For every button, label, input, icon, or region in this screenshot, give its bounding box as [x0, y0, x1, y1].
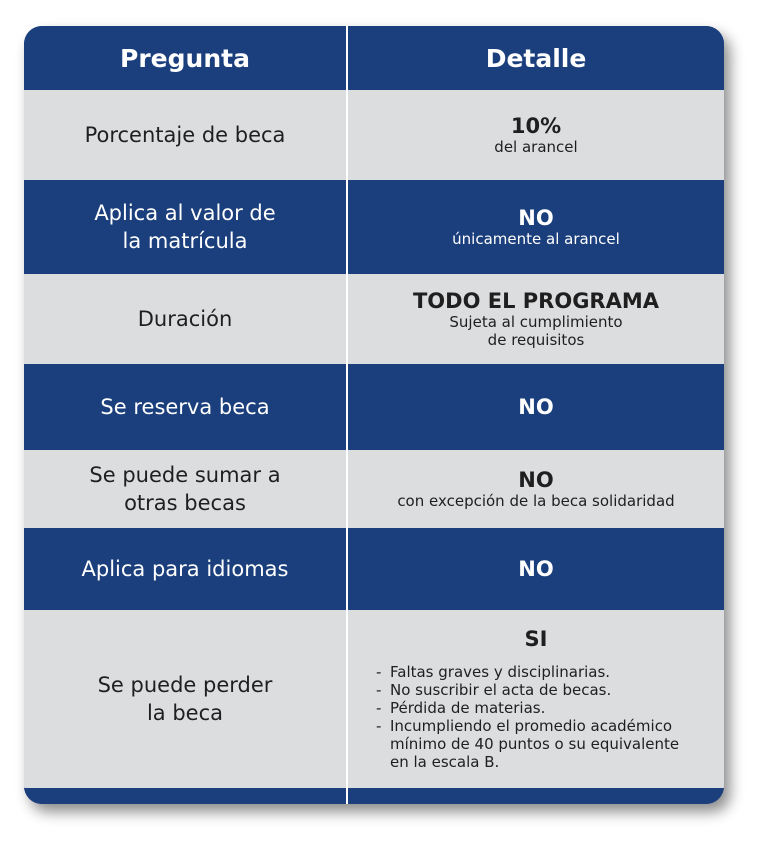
column-divider: [346, 26, 348, 804]
answer-main: NO: [518, 468, 554, 492]
question-label: Duración: [137, 307, 233, 331]
answer-sub: con excepción de la beca solidaridad: [397, 492, 675, 510]
list-item: - Pérdida de materias.: [376, 699, 696, 717]
answer-sub: del arancel: [494, 138, 578, 156]
table-row-matricula: [24, 180, 724, 274]
table-row-reserva: [24, 364, 724, 450]
answer-main: SI: [524, 627, 548, 651]
question-label: Se reserva beca: [100, 395, 270, 419]
table-header: [24, 26, 724, 90]
answer-sub: únicamente al arancel: [452, 230, 620, 248]
table-row-idiomas: [24, 528, 724, 610]
answer-main: TODO EL PROGRAMA: [412, 289, 660, 313]
answer-main: NO: [518, 395, 554, 419]
answer-main: 10%: [510, 114, 562, 138]
table-row-porcentaje: [24, 90, 724, 180]
conditions-list: [376, 663, 696, 771]
table-footer: [24, 788, 724, 804]
table-row-sumar: [24, 450, 724, 528]
question-label: Porcentaje de beca: [84, 123, 286, 147]
list-item: - Faltas graves y disciplinarias.: [376, 663, 696, 681]
table-row-duracion: [24, 274, 724, 364]
question-label: Aplica para idiomas: [81, 557, 289, 581]
scholarship-table: [24, 26, 724, 804]
table-row-perder: [24, 610, 724, 788]
header-pregunta: Pregunta: [120, 43, 250, 73]
question-label: Se puede sumar a otras becas: [89, 463, 281, 515]
header-detalle: Detalle: [485, 43, 587, 73]
answer-main: NO: [518, 206, 554, 230]
list-item: - Incumpliendo el promedio académico mínimo de 40 puntos o su equivalente en la escala B.: [376, 717, 696, 771]
question-label: Se puede perder la beca: [97, 673, 273, 725]
question-label: Aplica al valor de la matrícula: [94, 201, 276, 253]
list-item: - No suscribir el acta de becas.: [376, 681, 696, 699]
answer-main: NO: [518, 557, 554, 581]
answer-sub: Sujeta al cumplimiento de requisitos: [449, 313, 623, 349]
